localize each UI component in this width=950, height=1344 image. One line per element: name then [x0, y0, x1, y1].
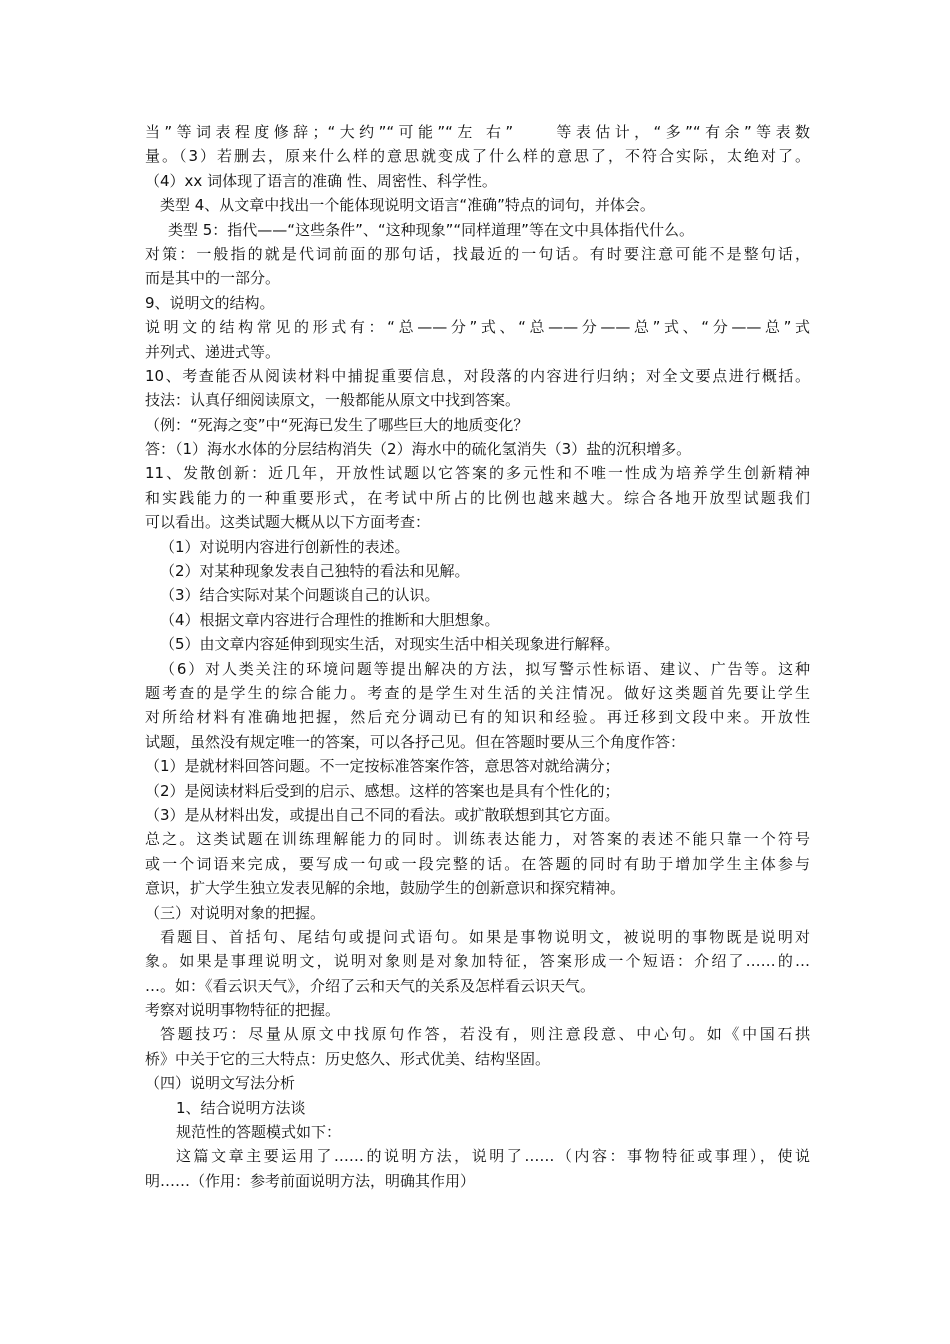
- text-line: 10、考查能否从阅读材料中捕捉重要信息，对段落的内容进行归纳；对全文要点进行概括。: [145, 366, 810, 385]
- text-line: （5）由文章内容延伸到现实生活，对现实生活中相关现象进行解释。: [160, 635, 620, 654]
- text-line: 当”等词表程度修辞；“大约”“可能”“左 右” 等表估计，“多”“有余”等表数: [145, 123, 810, 141]
- text-line: （1）对说明内容进行创新性的表述。: [160, 537, 410, 556]
- text-line: （四）说明文写法分析: [145, 1074, 296, 1093]
- text-line: （2）对某种现象发表自己独特的看法和见解。: [160, 562, 470, 581]
- text-line: 象。如果是事理说明文，说明对象则是对象加特征，答案形成一个短语：介绍了……的…: [145, 952, 810, 971]
- text-line: （4）xx 词体现了语言的准确 性、周密性、科学性。: [145, 171, 497, 190]
- text-line: 量。（3）若删去，原来什么样的意思就变成了什么样的意思了，不符合实际，太绝对了。: [145, 147, 810, 166]
- text-line: 和实践能力的一种重要形式，在考试中所占的比例也越来越大。综合各地开放型试题我们: [145, 488, 810, 507]
- text-line: 看题目、首括句、尾结句或提问式语句。如果是事物说明文，被说明的事物既是说明对: [160, 927, 810, 946]
- text-line: 这篇文章主要运用了……的说明方法，说明了……（内容：事物特征或事理），使说: [176, 1147, 810, 1166]
- text-line: 对所给材料有准确地把握，然后充分调动已有的知识和经验。再迁移到文段中来。开放性: [145, 708, 810, 727]
- text-line: 考察对说明事物特征的把握。: [145, 1001, 341, 1020]
- text-line: 说明文的结构常见的形式有：“总——分”式、“总——分——总”式、“分——总”式: [145, 318, 810, 337]
- document-body: [145, 120, 810, 1193]
- text-line: 意识，扩大学生独立发表见解的余地，鼓励学生的创新意识和探究精神。: [145, 879, 626, 898]
- text-line: 1、结合说明方法谈: [176, 1098, 306, 1117]
- text-line: （2）是阅读材料后受到的启示、感想。这样的答案也是具有个性化的；: [145, 781, 620, 800]
- text-line: 或一个词语来完成，要写成一句或一段完整的话。在答题的同时有助于增加学生主体参与: [145, 854, 810, 873]
- text-line: 答：（1）海水水体的分层结构消失（2）海水中的硫化氢消失（3）盐的沉积增多。: [145, 440, 692, 459]
- text-line: 11、发散创新：近几年，开放性试题以它答案的多元性和不唯一性成为培养学生创新精神: [145, 464, 810, 483]
- text-line: 9、说明文的结构。: [145, 293, 275, 312]
- text-line: 可以看出。这类试题大概从以下方面考查：: [145, 513, 431, 532]
- text-line: （6）对人类关注的环境问题等提出解决的方法，拟写警示性标语、建议、广告等。这种: [160, 659, 810, 678]
- text-line: 技法：认真仔细阅读原文，一般都能从原文中找到答案。: [145, 391, 521, 410]
- text-line: （3）是从材料出发，或提出自己不同的看法。或扩散联想到其它方面。: [145, 805, 620, 824]
- text-line: （三）对说明对象的把握。: [145, 903, 326, 922]
- text-line: 桥》中关于它的三大特点：历史悠久、形式优美、结构坚固。: [145, 1049, 551, 1068]
- text-line: 规范性的答题模式如下：: [176, 1123, 342, 1142]
- text-line: 类型 5：指代——“这些条件”、“这种现象”“同样道理”等在文中具体指代什么。: [168, 220, 694, 239]
- text-line: （4）根据文章内容进行合理性的推断和大胆想象。: [160, 610, 500, 629]
- text-line: （1）是就材料回答问题。不一定按标准答案作答，意思答对就给满分；: [145, 757, 620, 776]
- text-line: 而是其中的一部分。: [145, 269, 281, 288]
- text-line: （例：“死海之变”中“死海已发生了哪些巨大的地质变化？: [145, 415, 529, 434]
- text-line: 题考查的是学生的综合能力。考查的是学生对生活的关注情况。做好这类题首先要让学生: [145, 683, 810, 702]
- text-line: 总之。这类试题在训练理解能力的同时。训练表达能力，对答案的表述不能只靠一个符号: [145, 830, 810, 849]
- text-line: 明……（作用：参考前面说明方法，明确其作用）: [145, 1171, 476, 1190]
- text-line: 并列式、递进式等。: [145, 342, 281, 361]
- text-line: 对策：一般指的就是代词前面的那句话，找最近的一句话。有时要注意可能不是整句话，: [145, 244, 810, 263]
- text-line: 试题，虽然没有规定唯一的答案，可以各抒己见。但在答题时要从三个角度作答：: [145, 732, 686, 751]
- text-line: （3）结合实际对某个问题谈自己的认识。: [160, 586, 440, 605]
- text-line: 答题技巧：尽量从原文中找原句作答，若没有，则注意段意、中心句。如《中国石拱: [160, 1025, 810, 1044]
- text-line: …。如：《看云识天气》，介绍了云和天气的关系及怎样看云识天气。: [145, 976, 596, 995]
- text-line: 类型 4、从文章中找出一个能体现说明文语言“准确”特点的词句，并体会。: [160, 196, 655, 215]
